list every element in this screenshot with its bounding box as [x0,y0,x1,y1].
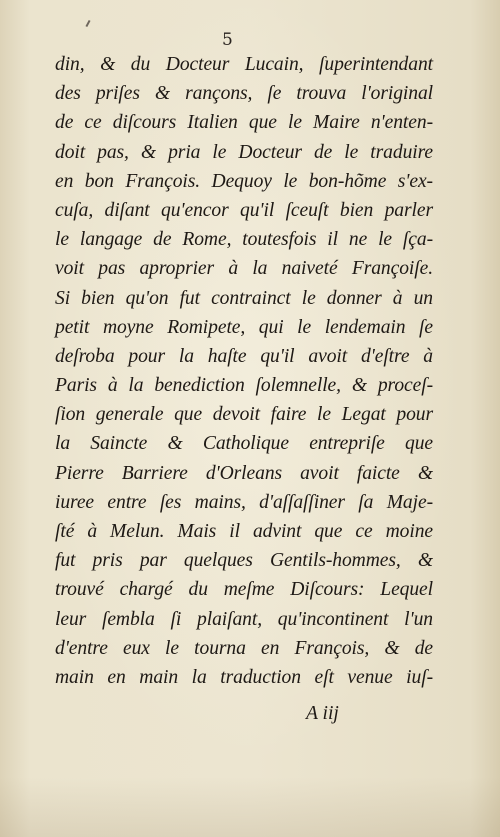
text-line: d'entre eux le tourna en François, & de [55,637,433,659]
text-line: voit pas aproprier à la naiveté Françoiſe. [55,258,433,280]
text-line: fut pris par quelques Gentils-hommes, & [55,550,433,572]
text-line: doit pas, & pria le Docteur de le traduire [55,141,433,163]
page-number: 5 [222,30,233,50]
text-line: ſion generale que devoit faire le Legat pour [55,404,433,426]
text-line: la Saincte & Catholique entrepriſe que [55,433,433,455]
text-line: le langage de Rome, toutesfois il ne le ſça- [55,229,433,251]
text-line: petit moyne Romipete, qui le lendemain ſe [55,316,433,338]
signature-mark: A iij [306,703,339,724]
text-line: ſté à Melun. Mais il advint que ce moine [55,521,433,542]
text-line: Paris à la benediction ſolemnelle, & proceſ- [55,375,433,397]
text-line: Si bien qu'on fut contrainct le donner à un [55,287,433,309]
text-line: main en main la traduction eſt venue iuſ- [55,666,433,688]
body-text [55,50,433,692]
ink-mark [85,20,90,27]
text-line: leur ſembla ſi plaiſant, qu'incontinent l'un [55,608,433,630]
text-line: en bon François. Dequoy le bon-hõme s'ex- [55,170,433,192]
text-line: deſroba pour la haſte qu'il avoit d'eſtre à [55,345,433,367]
text-line: din, & du Docteur Lucain, ſuperintendant [55,54,433,75]
text-line: cuſa, diſant qu'encor qu'il ſceuſt bien parler [55,199,433,221]
text-line: de ce diſcours Italien que le Maire n'enten- [55,112,433,134]
text-line: Pierre Barriere d'Orleans avoit faicte & [55,462,433,484]
text-line: des priſes & rançons, ſe trouva l'original [55,83,433,105]
text-line: trouvé chargé du meſme Diſcours: Lequel [55,579,433,601]
text-line: iuree entre ſes mains, d'aſſaſſiner ſa Maje- [55,491,433,513]
